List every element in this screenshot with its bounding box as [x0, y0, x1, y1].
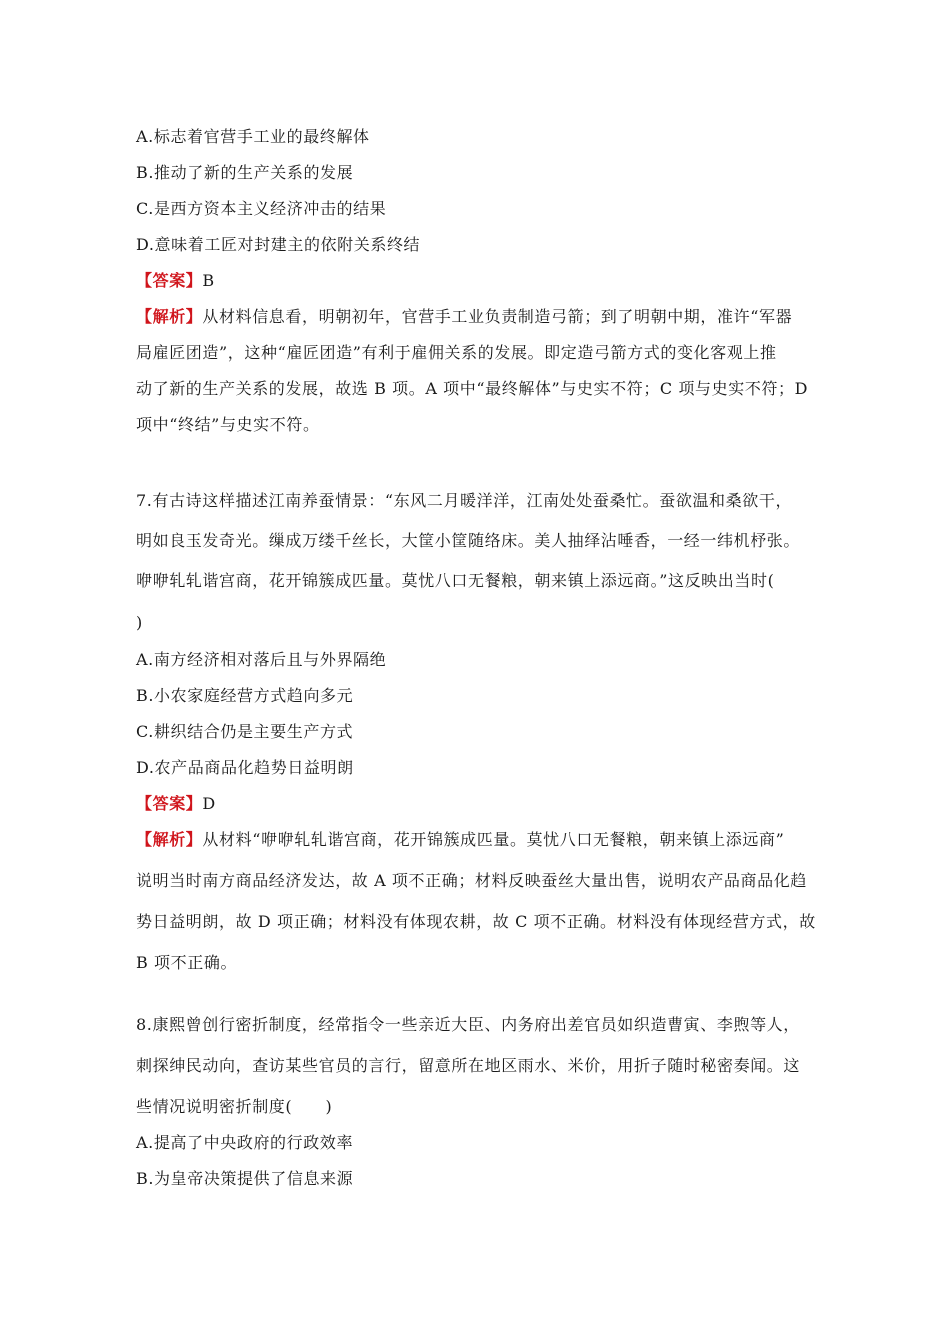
q7-option-c: C.耕织结合仍是主要生产方式	[136, 722, 354, 741]
analysis-tag: 【解析】	[136, 830, 203, 849]
q6-analysis-line-2: 局雇匠团造”，这种“雇匠团造”有利于雇佣关系的发展。即定造弓箭方式的变化客观上推	[136, 343, 777, 362]
q6-option-c: C.是西方资本主义经济冲击的结果	[136, 199, 387, 218]
q7-analysis-line-1	[136, 829, 784, 851]
q8-stem-line-2: 刺探绅民动向，查访某些官员的言行，留意所在地区雨水、米价，用折子随时秘密奏闻。这	[136, 1056, 801, 1075]
q6-option-a: A.标志着官营手工业的最终解体	[136, 127, 370, 146]
analysis-tag: 【解析】	[136, 307, 203, 326]
answer-value: B	[202, 271, 215, 290]
q6-analysis-line-3: 动了新的生产关系的发展，故选 B 项。A 项中“最终解体”与史实不符；C 项与史实不符；D	[136, 379, 809, 398]
q7-stem-line-1: 7.有古诗这样描述江南养蚕情景：“东风二月暖洋洋，江南处处蚕桑忙。蚕欲温和桑欲干，	[136, 491, 793, 510]
q8-stem-line-1: 8.康熙曾创行密折制度，经常指令一些亲近大臣、内务府出差官员如织造曹寅、李煦等人，	[136, 1015, 800, 1034]
analysis-text: 从材料“咿咿轧轧谐宫商，花开锦簇成匹量。莫忧八口无餐粮，朝来镇上添远商”	[202, 830, 785, 849]
q7-option-a: A.南方经济相对落后且与外界隔绝	[136, 650, 387, 669]
q7-stem-line-2: 明如良玉发奇光。缫成万缕千丝长，大筐小筐随络床。美人抽绎沾唾香，一经一纬机杼张。	[136, 531, 801, 550]
q6-answer	[136, 270, 215, 292]
q7-analysis-line-4: B 项不正确。	[136, 953, 238, 972]
q7-stem-line-3: 咿咿轧轧谐宫商，花开锦簇成匹量。莫忧八口无餐粮，朝来镇上添远商。”这反映出当时(	[136, 571, 775, 590]
q8-stem-line-3: 些情况说明密折制度( )	[136, 1097, 333, 1116]
q7-option-d: D.农产品商品化趋势日益明朗	[136, 758, 354, 777]
q6-analysis-line-1	[136, 306, 792, 328]
q7-analysis-line-3: 势日益明朗，故 D 项正确；材料没有体现农耕，故 C 项不正确。材料没有体现经营方式，故	[136, 912, 816, 931]
q7-option-b: B.小农家庭经营方式趋向多元	[136, 686, 354, 705]
q6-option-b: B.推动了新的生产关系的发展	[136, 163, 354, 182]
q6-option-d: D.意味着工匠对封建主的依附关系终结	[136, 235, 421, 254]
q7-answer	[136, 793, 216, 815]
answer-tag: 【答案】	[136, 794, 203, 813]
q8-option-b: B.为皇帝决策提供了信息来源	[136, 1169, 354, 1188]
answer-value: D	[202, 794, 216, 813]
analysis-text: 从材料信息看，明朝初年，官营手工业负责制造弓箭；到了明朝中期，准许“军器	[202, 307, 793, 326]
q8-option-a: A.提高了中央政府的行政效率	[136, 1133, 354, 1152]
q6-analysis-line-4: 项中“终结”与史实不符。	[136, 415, 320, 434]
answer-tag: 【答案】	[136, 271, 203, 290]
q7-analysis-line-2: 说明当时南方商品经济发达，故 A 项不正确；材料反映蚕丝大量出售，说明农产品商品化趋	[136, 871, 807, 890]
q7-stem-line-4: )	[136, 613, 143, 632]
